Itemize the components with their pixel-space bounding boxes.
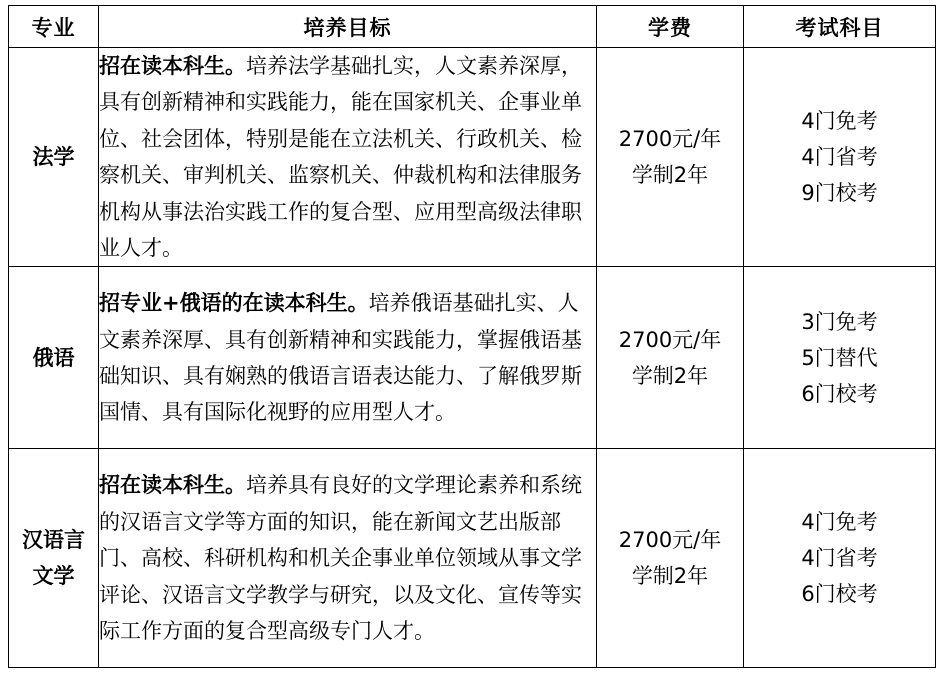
- major-cell: [9, 48, 99, 267]
- exam-cell: [744, 449, 936, 668]
- major-name: 俄语: [32, 345, 75, 370]
- table-row-law: [9, 48, 936, 267]
- goal-lead: 招在读本科生。: [99, 54, 246, 78]
- exam-provincial: 4门省考: [801, 546, 878, 571]
- goal-lead: 招在读本科生。: [99, 473, 246, 498]
- goal-text: 培养法学基础扎实，人文素养深厚，具有创新精神和实践能力，能在国家机关、企事业单位、社会团体，特别是能在立法机关、行政机关、检察机关、审判机关、监察机关、仲裁机构和法律服务机构从事法治实践工作的复合型、应用型高级法律职业人才。: [99, 54, 582, 261]
- goal-text: 培养具有良好的文学理论素养和系统的汉语言文学等方面的知识，能在新闻文艺出版部门、高校、科研机构和机关企事业单位领域从事文学评论、汉语言文学教学与研究，以及文化、宣传等实际工作方面的复合型高级专门人才。: [99, 473, 582, 644]
- goal-cell: [99, 48, 597, 267]
- major-name-line-2: 文学: [32, 564, 75, 589]
- table-header-row: [9, 6, 936, 48]
- fee-duration: 学制2年: [631, 363, 709, 388]
- goal-cell: [99, 267, 597, 449]
- header-fee: 学费: [597, 6, 744, 48]
- exam-exempt: 4门免考: [801, 109, 878, 134]
- header-exam: 考试科目: [744, 6, 936, 48]
- goal-lead: 招专业+俄语的在读本科生。: [99, 291, 369, 316]
- exam-school: 9门校考: [801, 181, 878, 206]
- major-cell: [9, 267, 99, 449]
- exam-substitute: 5门替代: [801, 345, 878, 370]
- table-row-chinese-literature: [9, 449, 936, 668]
- exam-school: 6门校考: [801, 582, 878, 607]
- fee-cell: [597, 267, 744, 449]
- fee-amount: 2700元/年: [618, 327, 722, 352]
- major-name-line-1: 汉语言: [22, 528, 85, 553]
- fee-duration: 学制2年: [631, 163, 709, 188]
- fee-duration: 学制2年: [631, 564, 709, 589]
- exam-cell: [744, 267, 936, 449]
- goal-text: 培养俄语基础扎实、人文素养深厚、具有创新精神和实践能力，掌握俄语基础知识、具有娴熟的俄语言语表达能力、了解俄罗斯国情、具有国际化视野的应用型人才。: [99, 291, 582, 425]
- exam-exempt: 3门免考: [801, 309, 878, 334]
- header-goal: 培养目标: [99, 6, 597, 48]
- exam-exempt: 4门免考: [801, 510, 878, 535]
- program-table: [8, 5, 936, 668]
- goal-cell: [99, 449, 597, 668]
- exam-provincial: 4门省考: [801, 145, 878, 170]
- header-major: 专业: [9, 6, 99, 48]
- exam-school: 6门校考: [801, 381, 878, 406]
- fee-amount: 2700元/年: [618, 528, 722, 553]
- major-cell: [9, 449, 99, 668]
- exam-cell: [744, 48, 936, 267]
- fee-amount: 2700元/年: [618, 127, 722, 152]
- fee-cell: [597, 449, 744, 668]
- table-row-russian: [9, 267, 936, 449]
- major-name: 法学: [32, 145, 75, 170]
- fee-cell: [597, 48, 744, 267]
